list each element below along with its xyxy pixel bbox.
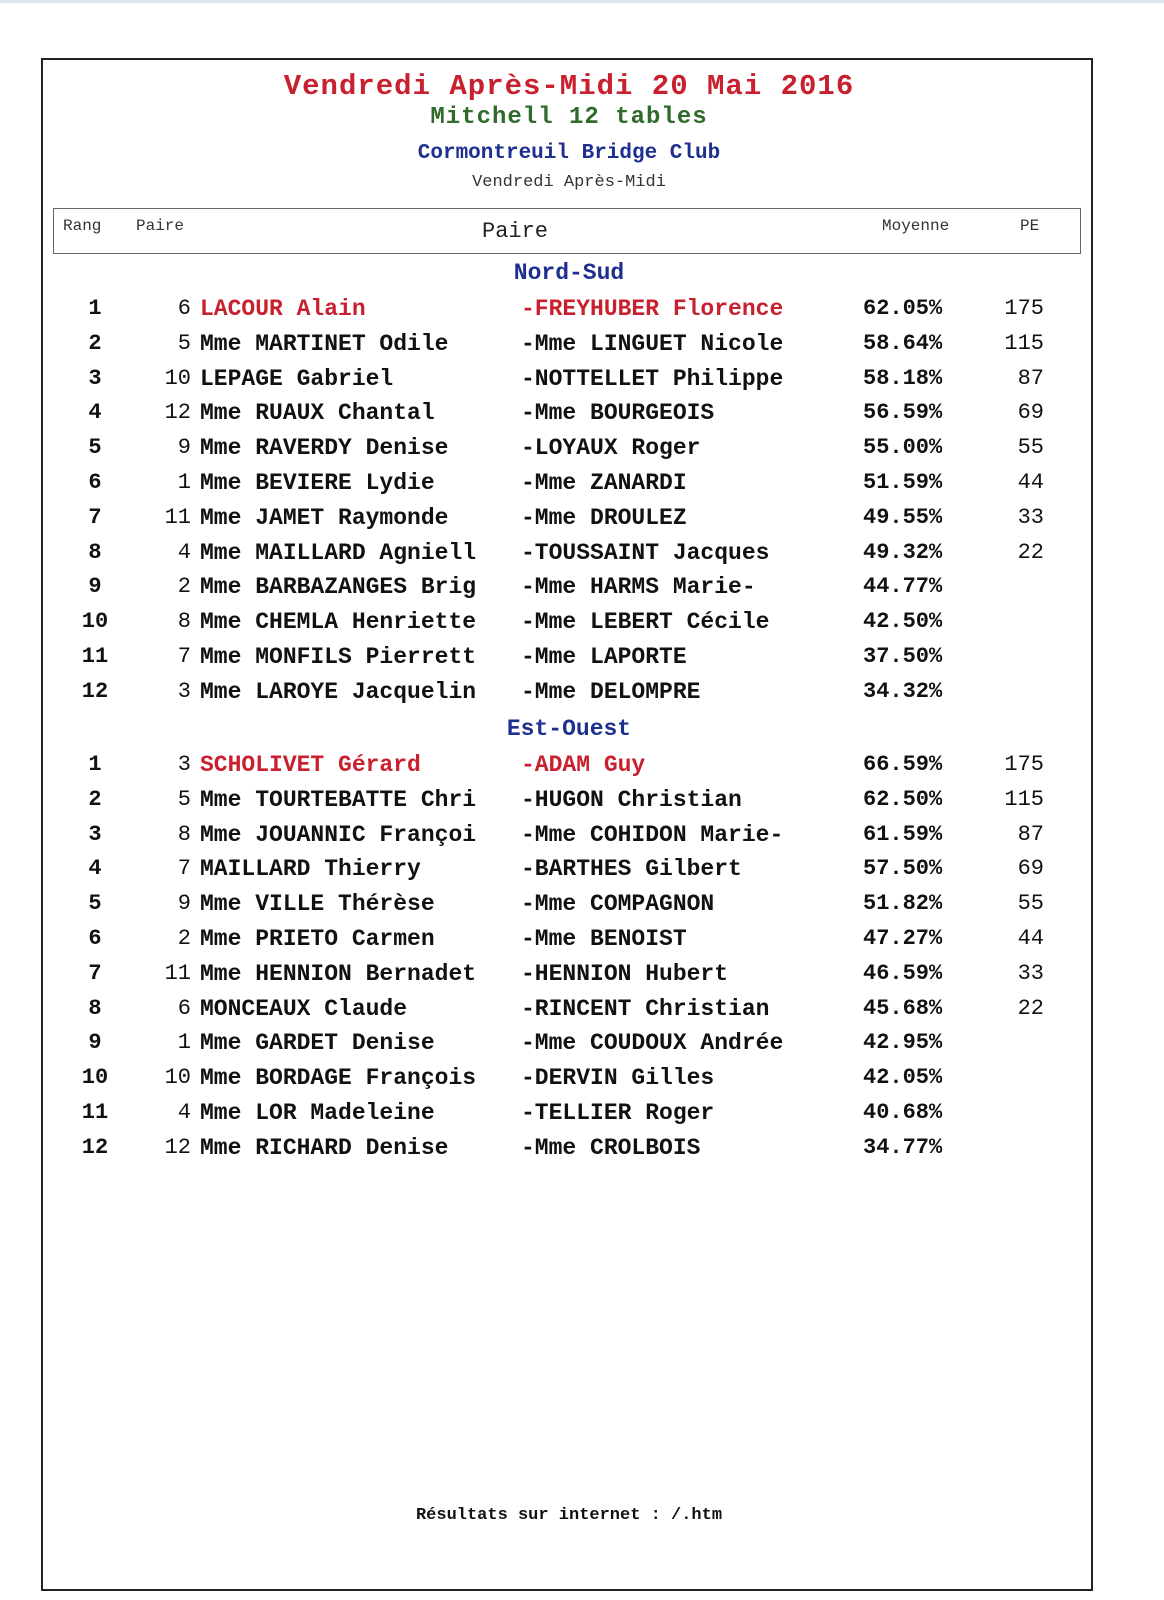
moyenne-cell: 49.55% [863,504,943,530]
rang-cell: 4 [88,400,102,426]
pair-number-cell: 9 [177,435,191,461]
table-row [43,822,1095,857]
col-paire: Paire [482,219,549,244]
table-row [43,540,1095,575]
pe-cell: 44 [1017,470,1044,495]
col-rang: Rang [63,217,102,235]
player2-cell: -RINCENT Christian [521,995,770,1022]
table-row [43,679,1095,714]
player1-cell: Mme LOR Madeleine [200,1100,435,1126]
moyenne-cell: 44.77% [863,574,943,600]
pair-number-cell: 3 [177,678,191,704]
rang-cell: 11 [81,644,109,669]
moyenne-cell: 34.32% [863,678,943,704]
pair-number-cell: 5 [177,330,191,356]
col-paire-number: Paire [136,217,185,235]
pe-cell: 175 [1004,296,1044,321]
player2-cell: -TOUSSAINT Jacques [521,539,770,566]
player2-cell: -Mme DROULEZ [521,504,687,531]
page-subtitle: Mitchell 12 tables [430,104,708,131]
rang-cell: 1 [88,752,102,777]
moyenne-cell: 66.59% [863,752,943,777]
pe-cell: 55 [1017,435,1044,461]
pair-number-cell: 2 [177,926,191,951]
table-row [43,470,1095,505]
moyenne-cell: 55.00% [863,435,943,461]
table-row [43,400,1095,435]
pair-number-cell: 1 [177,1030,191,1056]
table-row [43,505,1095,540]
rang-cell: 12 [81,678,109,704]
table-row [43,1100,1095,1135]
player1-cell: SCHOLIVET Gérard [200,752,421,778]
section-title: Nord-Sud [513,260,625,286]
player1-cell: Mme BARBAZANGES Brig [200,574,477,601]
player1-cell: Mme JOUANNIC Françoi [200,821,477,848]
pair-number-cell: 3 [177,752,191,777]
pe-cell: 22 [1017,539,1044,565]
player2-cell: -Mme COHIDON Marie- [521,821,784,848]
rang-cell: 6 [88,926,102,951]
table-row [43,331,1095,366]
moyenne-cell: 61.59% [863,821,943,847]
player1-cell: Mme MAILLARD Agniell [200,539,477,566]
player1-cell: Mme VILLE Thérèse [200,891,435,918]
section-title: Est-Ouest [506,716,632,742]
player2-cell: -TELLIER Roger [521,1100,715,1126]
moyenne-cell: 62.50% [863,786,943,812]
pair-number-cell: 6 [177,995,191,1021]
player1-cell: LACOUR Alain [200,296,366,322]
rang-cell: 11 [81,1100,109,1125]
table-row [43,1135,1095,1170]
scan-edge [0,0,1164,3]
player1-cell: Mme PRIETO Carmen [200,926,435,952]
moyenne-cell: 40.68% [863,1100,943,1125]
player2-cell: -Mme COUDOUX Andrée [521,1030,784,1057]
pair-number-cell: 5 [177,786,191,812]
player2-cell: -Mme BOURGEOIS [521,400,715,427]
rang-cell: 7 [88,960,102,986]
pair-number-cell: 12 [164,400,191,426]
player1-cell: Mme RAVERDY Denise [200,435,449,462]
player1-cell: Mme MONFILS Pierrett [200,644,477,670]
rang-cell: 2 [88,786,102,812]
moyenne-cell: 42.05% [863,1065,943,1091]
column-header [53,208,1081,254]
rang-cell: 6 [88,470,102,495]
table-row [43,856,1095,891]
moyenne-cell: 45.68% [863,995,943,1021]
pair-number-cell: 7 [177,644,191,669]
col-pe: PE [1020,217,1040,235]
moyenne-cell: 46.59% [863,960,943,986]
player2-cell: -Mme BENOIST [521,926,687,952]
pe-cell: 22 [1017,995,1044,1021]
pe-cell: 44 [1017,926,1044,951]
moyenne-cell: 37.50% [863,644,943,669]
moyenne-cell: 58.64% [863,330,943,356]
player1-cell: Mme RUAUX Chantal [200,400,435,427]
table-row [43,1030,1095,1065]
pe-cell: 115 [1004,330,1044,356]
player1-cell: Mme JAMET Raymonde [200,504,449,531]
session-name: Vendredi Après-Midi [472,173,666,192]
pair-number-cell: 11 [164,504,191,530]
pair-number-cell: 11 [164,960,191,986]
page-title: Vendredi Après-Midi 20 Mai 2016 [283,70,855,103]
pair-number-cell: 12 [164,1134,191,1160]
pe-cell: 87 [1017,365,1044,391]
rang-cell: 9 [88,574,102,600]
pair-number-cell: 10 [164,1065,191,1091]
player1-cell: Mme RICHARD Denise [200,1134,449,1161]
rang-cell: 10 [81,609,109,635]
table-row [43,926,1095,961]
pe-cell: 55 [1017,891,1044,917]
pair-number-cell: 6 [177,296,191,321]
pe-cell: 69 [1017,400,1044,426]
table-row [43,752,1095,787]
table-row [43,574,1095,609]
rang-cell: 5 [88,435,102,461]
player2-cell: -HENNION Hubert [521,960,729,987]
player1-cell: LEPAGE Gabriel [200,365,394,392]
player1-cell: Mme TOURTEBATTE Chri [200,786,477,813]
moyenne-cell: 51.82% [863,891,943,917]
player2-cell: -LOYAUX Roger [521,435,701,462]
table-row [43,644,1095,679]
player2-cell: -DERVIN Gilles [521,1065,715,1092]
moyenne-cell: 47.27% [863,926,943,951]
moyenne-cell: 49.32% [863,539,943,565]
rang-cell: 3 [88,821,102,847]
pair-number-cell: 8 [177,821,191,847]
pair-number-cell: 9 [177,891,191,917]
pe-cell: 175 [1004,752,1044,777]
rang-cell: 7 [88,504,102,530]
rang-cell: 12 [81,1134,109,1160]
table-row [43,961,1095,996]
moyenne-cell: 42.95% [863,1030,943,1056]
table-row [43,1065,1095,1100]
player1-cell: MAILLARD Thierry [200,856,421,883]
pe-cell: 87 [1017,821,1044,847]
moyenne-cell: 56.59% [863,400,943,426]
club-name: Cormontreuil Bridge Club [417,142,721,165]
player1-cell: Mme BEVIERE Lydie [200,470,435,496]
rang-cell: 10 [81,1065,109,1091]
pe-cell: 69 [1017,856,1044,882]
pair-number-cell: 8 [177,609,191,635]
player2-cell: -Mme HARMS Marie- [521,574,756,601]
rang-cell: 4 [88,856,102,882]
pair-number-cell: 4 [177,1100,191,1125]
player2-cell: -FREYHUBER Florence [521,296,784,322]
player1-cell: Mme GARDET Denise [200,1030,435,1057]
pair-number-cell: 2 [177,574,191,600]
player2-cell: -Mme LAPORTE [521,644,687,670]
rang-cell: 3 [88,365,102,391]
player2-cell: -Mme LEBERT Cécile [521,609,770,636]
pair-number-cell: 1 [177,470,191,495]
player1-cell: Mme HENNION Bernadet [200,960,477,987]
player1-cell: MONCEAUX Claude [200,995,408,1022]
pair-number-cell: 7 [177,856,191,882]
footer-note: Résultats sur internet : /.htm [415,1506,723,1525]
table-row [43,787,1095,822]
pe-cell: 33 [1017,504,1044,530]
player2-cell: -Mme CROLBOIS [521,1134,701,1161]
table-row [43,609,1095,644]
player1-cell: Mme MARTINET Odile [200,330,449,357]
player2-cell: -HUGON Christian [521,786,742,813]
rang-cell: 8 [88,539,102,565]
moyenne-cell: 62.05% [863,296,943,321]
table-row [43,996,1095,1031]
moyenne-cell: 57.50% [863,856,943,882]
results-sheet [41,58,1093,1591]
rang-cell: 9 [88,1030,102,1056]
player2-cell: -Mme ZANARDI [521,470,687,496]
pe-cell: 33 [1017,960,1044,986]
player2-cell: -BARTHES Gilbert [521,856,742,883]
table-row [43,366,1095,401]
col-moyenne: Moyenne [882,217,950,235]
table-row [43,296,1095,331]
player2-cell: -Mme COMPAGNON [521,891,715,918]
table-row [43,435,1095,470]
pair-number-cell: 4 [177,539,191,565]
table-row [43,891,1095,926]
player2-cell: -NOTTELLET Philippe [521,365,784,392]
rang-cell: 8 [88,995,102,1021]
pe-cell: 115 [1004,786,1044,812]
player2-cell: -Mme DELOMPRE [521,678,701,705]
moyenne-cell: 42.50% [863,609,943,635]
player1-cell: Mme CHEMLA Henriette [200,609,477,636]
rang-cell: 1 [88,296,102,321]
moyenne-cell: 34.77% [863,1134,943,1160]
moyenne-cell: 58.18% [863,365,943,391]
rang-cell: 2 [88,330,102,356]
rang-cell: 5 [88,891,102,917]
moyenne-cell: 51.59% [863,470,943,495]
player2-cell: -ADAM Guy [521,752,646,778]
player2-cell: -Mme LINGUET Nicole [521,330,784,357]
pair-number-cell: 10 [164,365,191,391]
player1-cell: Mme LAROYE Jacquelin [200,678,477,705]
player1-cell: Mme BORDAGE François [200,1065,477,1092]
